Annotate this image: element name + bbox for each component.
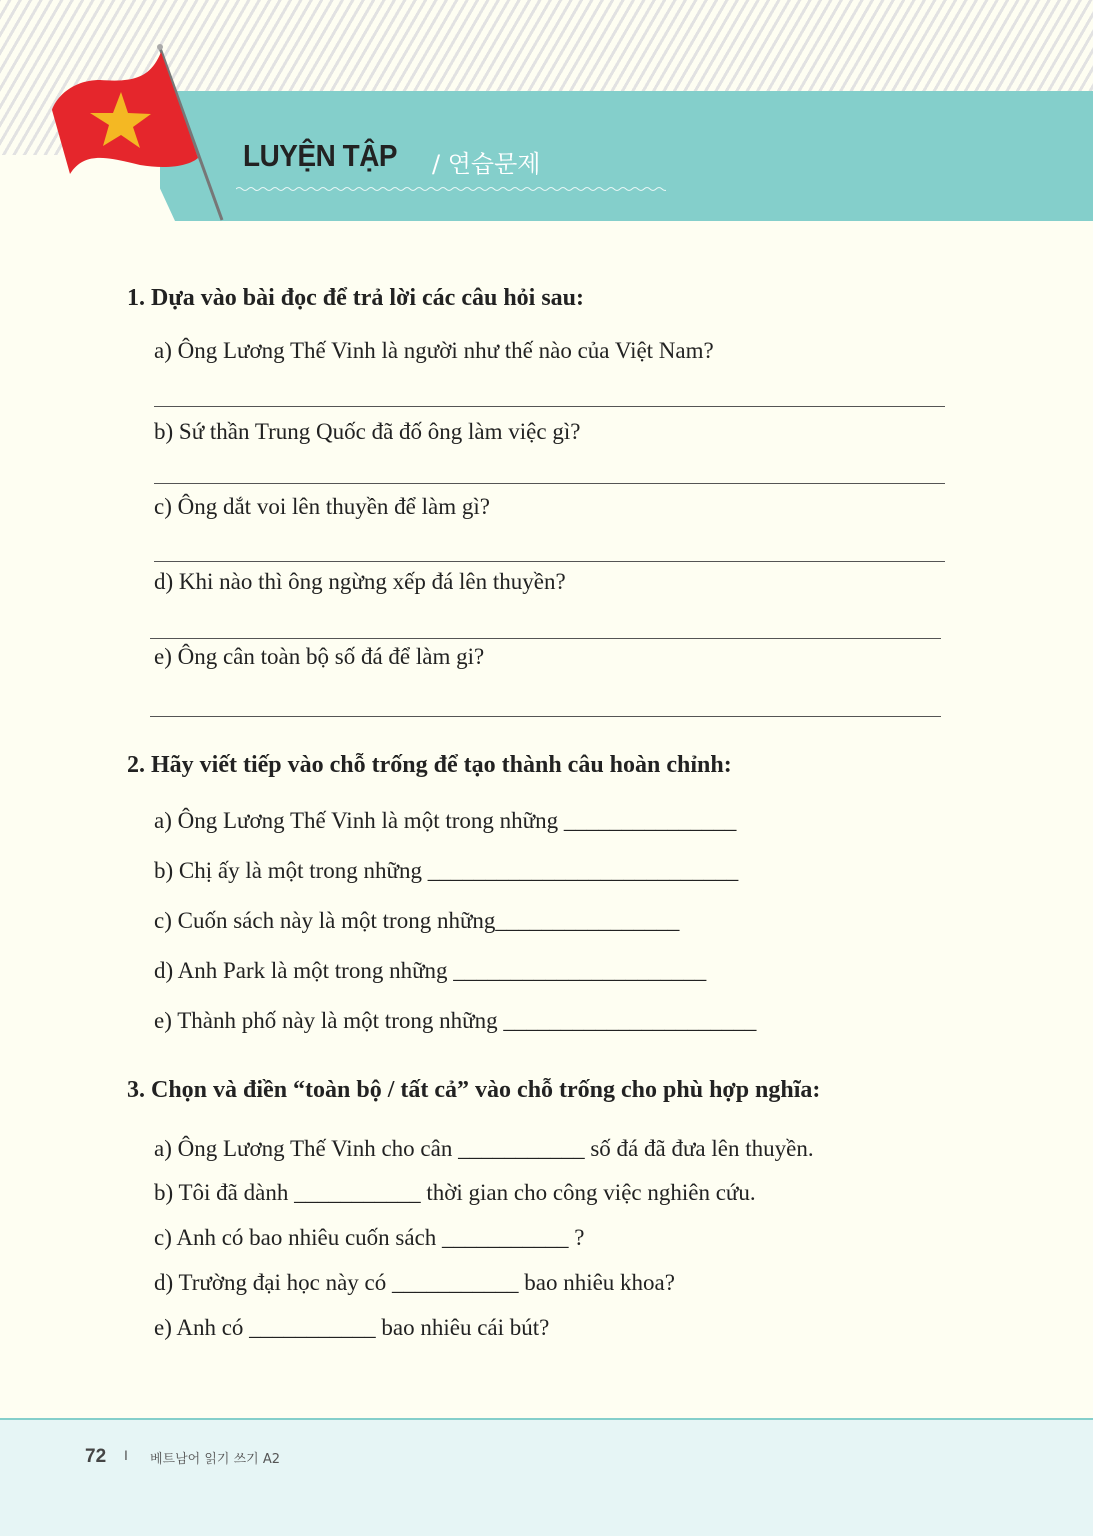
question-2c[interactable]: c) Cuốn sách này là một trong những________________ [154,908,680,933]
question-1a: a) Ông Lương Thế Vinh là người như thế nào của Việt Nam? [154,338,714,363]
exercise-3-heading: 3. Chọn và điền “toàn bộ / tất cả” vào chỗ trống cho phù hợp nghĩa: [127,1077,821,1103]
footer-separator: I [124,1447,128,1463]
question-2d[interactable]: d) Anh Park là một trong những ______________________ [154,958,707,983]
exercise-2-heading: 2. Hãy viết tiếp vào chỗ trống để tạo thành câu hoàn chỉnh: [127,752,732,778]
page-number: 72 [85,1446,107,1467]
vietnam-flag-icon [40,40,240,230]
answer-line-1d[interactable] [150,638,941,639]
page-title: LUYỆN TẬP [243,138,398,173]
question-1c: c) Ông dắt voi lên thuyền để làm gì? [154,494,490,519]
question-3b[interactable]: b) Tôi đã dành ___________ thời gian cho công việc nghiên cứu. [154,1180,756,1205]
question-3e[interactable]: e) Anh có ___________ bao nhiêu cái bút? [154,1315,550,1340]
question-3c[interactable]: c) Anh có bao nhiêu cuốn sách ___________ ? [154,1225,585,1250]
answer-line-1a[interactable] [154,406,945,407]
question-3d[interactable]: d) Trường đại học này có ___________ bao nhiêu khoa? [154,1270,675,1295]
page-footer [0,1418,1093,1536]
question-2b[interactable]: b) Chị ấy là một trong những ___________________________ [154,858,739,883]
question-1d: d) Khi nào thì ông ngừng xếp đá lên thuyền? [154,569,566,594]
question-2e[interactable]: e) Thành phố này là một trong những ______________________ [154,1008,757,1033]
question-1b: b) Sứ thần Trung Quốc đã đố ông làm việc gì? [154,419,581,444]
answer-line-1b[interactable] [154,483,945,484]
answer-line-1c[interactable] [154,561,945,562]
question-2a[interactable]: a) Ông Lương Thế Vinh là một trong những _______________ [154,808,737,833]
page-subtitle: / 연습문제 [432,150,541,178]
question-1e: e) Ông cân toàn bộ số đá để làm gi? [154,644,485,669]
answer-line-1e[interactable] [150,716,941,717]
exercise-1-heading: 1. Dựa vào bài đọc để trả lời các câu hỏi sau: [127,285,585,311]
question-3a[interactable]: a) Ông Lương Thế Vinh cho cân ___________ số đá đã đưa lên thuyền. [154,1136,814,1161]
wavy-divider [236,186,666,192]
book-title: 베트남어 읽기 쓰기 A2 [150,1452,281,1467]
